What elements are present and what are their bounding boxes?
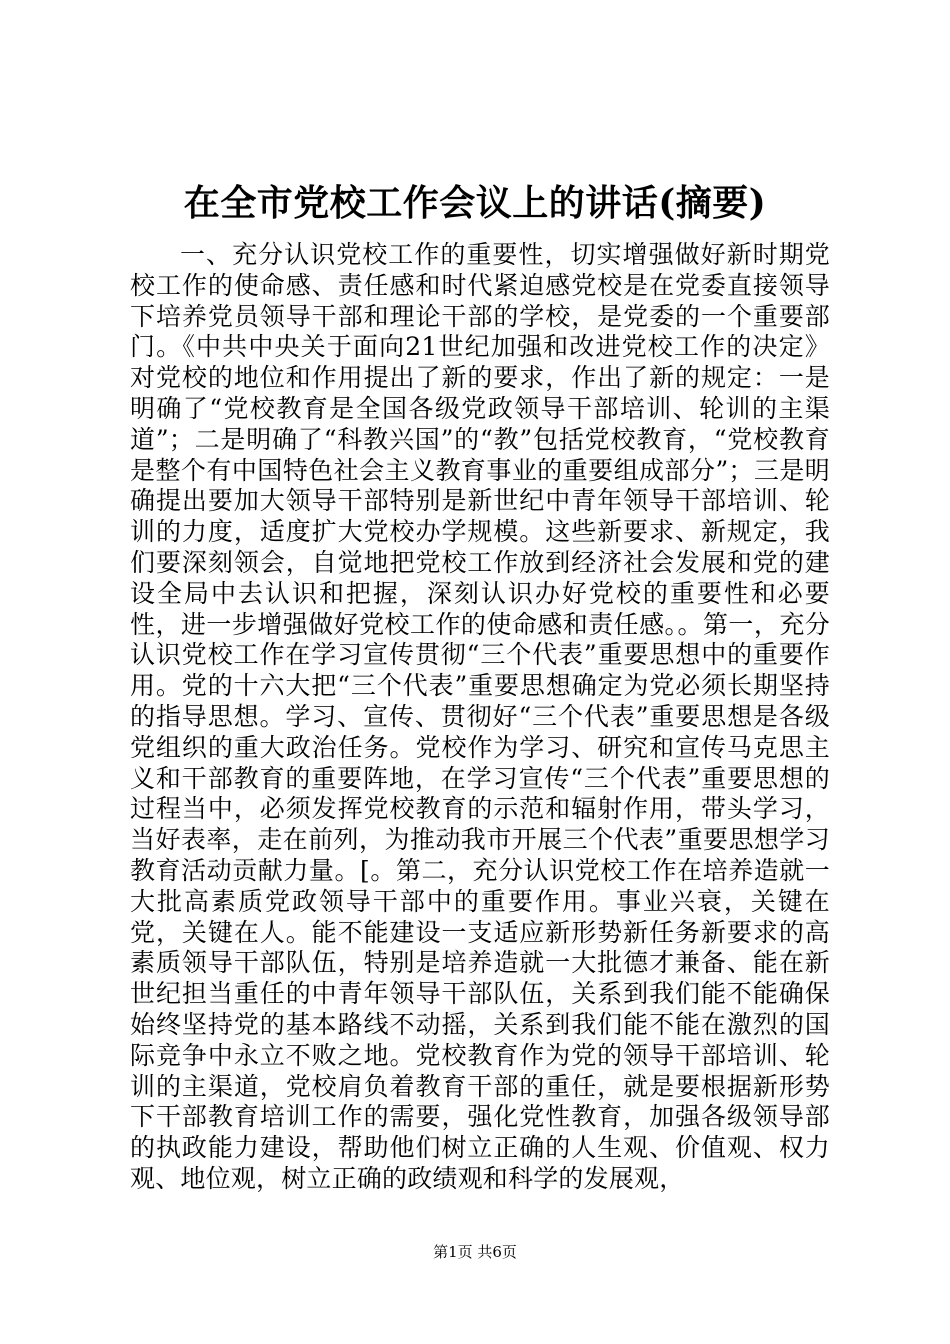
- document-title: 在全市党校工作会议上的讲话(摘要): [183, 182, 767, 224]
- page-footer: 第1页 共6页: [433, 1243, 517, 1261]
- body-paragraph: 一、充分认识党校工作的重要性，切实增强做好新时期党校工作的使命感、责任感和时代紧迫感党校是在党委直接领导下培养党员领导干部和理论干部的学校，是党委的一个重要部门。《中共中央关于面向21世纪加强和改进党校工作的决定》对党校的地位和作用提出了新的要求，作出了新的规定：一是明确了“党校教育是全国各级党政领导干部培训、轮训的主渠道”；二是明确了“科教兴国”的“教”包括党校教育，“党校教育是整个有中国特色社会主义教育事业的重要组成部分”；三是明确提出要加大领导干部特别是新世纪中青年领导干部培训、轮训的力度，适度扩大党校办学规模。这些新要求、新规定，我们要深刻领会，自觉地把党校工作放到经济社会发展和党的建设全局中去认识和把握，深刻认识办好党校的重要性和必要性，进一步增强做好党校工作的使命感和责任感。。第一，充分认识党校工作在学习宣传贯彻“三个代表”重要思想中的重要作用。党的十六大把“三个代表”重要思想确定为党必须长期坚持的指导思想。学习、宣传、贯彻好“三个代表”重要思想是各级党组织的重大政治任务。党校作为学习、研究和宣传马克思主义和干部教育的重要阵地，在学习宣传“三个代表”重要思想的过程当中，必须发挥党校教育的示范和辐射作用，带头学习，当好表率，走在前列，为推动我市开展三个代表”重要思想学习教育活动贡献力量。[。第二，充分认识党校工作在培养造就一大批高素质党政领导干部中的重要作用。事业兴衰，关键在党，关键在人。能不能建设一支适应新形势新任务新要求的高素质领导干部队伍，特别是培养造就一大批德才兼备、能在新世纪担当重任的中青年领导干部队伍，关系到我们能不能确保始终坚持党的基本路线不动摇，关系到我们能不能在激烈的国际竞争中永立不败之地。党校教育作为党的领导干部培训、轮训的主渠道，党校肩负着教育干部的重任，就是要根据新形势下干部教育培训工作的需要，强化党性教育，加强各级领导部的执政能力建设，帮助他们树立正确的人生观、价值观、权力观、地位观，树立正确的政绩观和科学的发展观，: [130, 240, 830, 1193]
